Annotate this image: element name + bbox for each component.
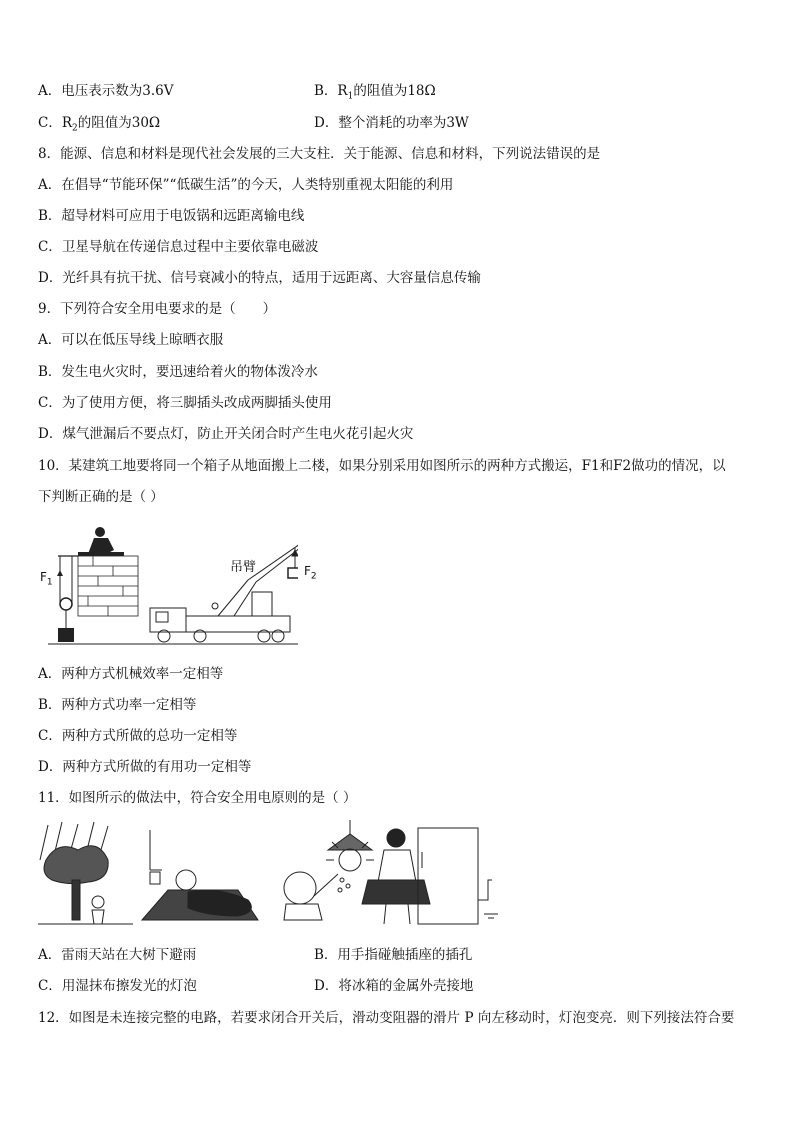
q10-label-f2-letter: F [304, 564, 311, 578]
q10-label-f1-subscript: 1 [46, 577, 53, 588]
q10-label-f1-letter: F [40, 570, 47, 584]
pulley-wheel-icon [60, 598, 72, 610]
q7-option-c-prefix: C．R [38, 115, 72, 131]
girl-fridge-icon [362, 828, 498, 924]
q8-option-c: C．卫星导航在传递信息过程中主要依靠电磁波 [38, 239, 319, 255]
q9-option-c: C．为了使用方便，将三脚插头改成两脚插头使用 [38, 395, 332, 411]
q10-option-c: C．两种方式所做的总功一定相等 [38, 728, 238, 744]
q10-stem-line2: 下判断正确的是（ ） [38, 489, 164, 505]
q11-figure [38, 820, 500, 930]
q8-stem: 8．能源、信息和材料是现代社会发展的三大支柱．关于能源、信息和材料，下列说法错误的是 [38, 146, 601, 162]
q7-option-c-subscript: 2 [72, 123, 78, 134]
q8-option-d: D．光纤具有抗干扰、信号衰减小的特点，适用于远距离、大容量信息传输 [38, 270, 481, 286]
q10-figure-drawing [38, 520, 298, 650]
q7-option-b-subscript: 1 [347, 91, 354, 102]
q11-option-a: A．雷雨天站在大树下避雨 [38, 947, 197, 963]
q10-option-d: D．两种方式所做的有用功一定相等 [38, 759, 252, 775]
worker-icon [78, 527, 124, 556]
child-socket-icon [142, 830, 258, 920]
tree-rain-icon [38, 822, 133, 924]
q9-option-d: D．煤气泄漏后不要点灯，防止开关闭合时产生电火花引起火灾 [38, 426, 414, 442]
box-1 [58, 628, 74, 642]
q11-option-c: C．用湿抹布擦发光的灯泡 [38, 978, 197, 994]
q8-option-a: A．在倡导“节能环保”“低碳生活”的今天，人类特别重视太阳能的利用 [38, 177, 454, 193]
box-2 [288, 568, 298, 578]
q11-option-d: D．将冰箱的金属外壳接地 [314, 978, 474, 994]
q7-option-a: A．电压表示数为3.6V [38, 83, 174, 99]
q9-stem: 9．下列符合安全用电要求的是（ ） [38, 301, 277, 317]
q10-label-f1 [40, 570, 53, 587]
q10-label-crane-arm: 吊臂 [230, 560, 257, 575]
q7-option-b-prefix: B．R [314, 83, 348, 99]
q10-stem-line1: 10．某建筑工地要将同一个箱子从地面搬上二楼，如果分别采用如图所示的两种方式搬运，F1和F2做功的情况，以 [38, 458, 726, 474]
q10-option-a: A．两种方式机械效率一定相等 [38, 666, 224, 682]
q11-figure-drawing [38, 820, 500, 930]
q9-option-a: A．可以在低压导线上晾晒衣服 [38, 332, 224, 348]
q7-option-c [38, 114, 160, 138]
boy-bulb-icon [284, 820, 374, 920]
q8-option-b: B．超导材料可应用于电饭锅和远距离输电线 [38, 208, 305, 224]
q10-label-f2-subscript: 2 [310, 571, 317, 582]
q10-figure [38, 520, 317, 650]
q7-option-b-suffix: 的阻值为18Ω [353, 83, 436, 99]
q10-label-f2 [304, 564, 317, 581]
q10-option-b: B．两种方式功率一定相等 [38, 697, 197, 713]
q7-option-c-suffix: 的阻值为30Ω [77, 115, 161, 131]
crane-truck [150, 544, 298, 642]
q7-option-d: D．整个消耗的功率为3W [314, 115, 469, 131]
q11-option-b: B．用手指碰触插座的插孔 [314, 947, 473, 963]
q7-option-b [314, 82, 436, 106]
q11-stem: 11．如图所示的做法中，符合安全用电原则的是（ ） [38, 790, 357, 806]
q9-option-b: B．发生电火灾时，要迅速给着火的物体泼冷水 [38, 364, 318, 380]
q12-stem: 12．如图是未连接完整的电路，若要求闭合开关后，滑动变阻器的滑片 P 向左移动时，灯泡变亮．则下列接法符合要 [38, 1010, 735, 1026]
brick-wall [78, 556, 138, 616]
